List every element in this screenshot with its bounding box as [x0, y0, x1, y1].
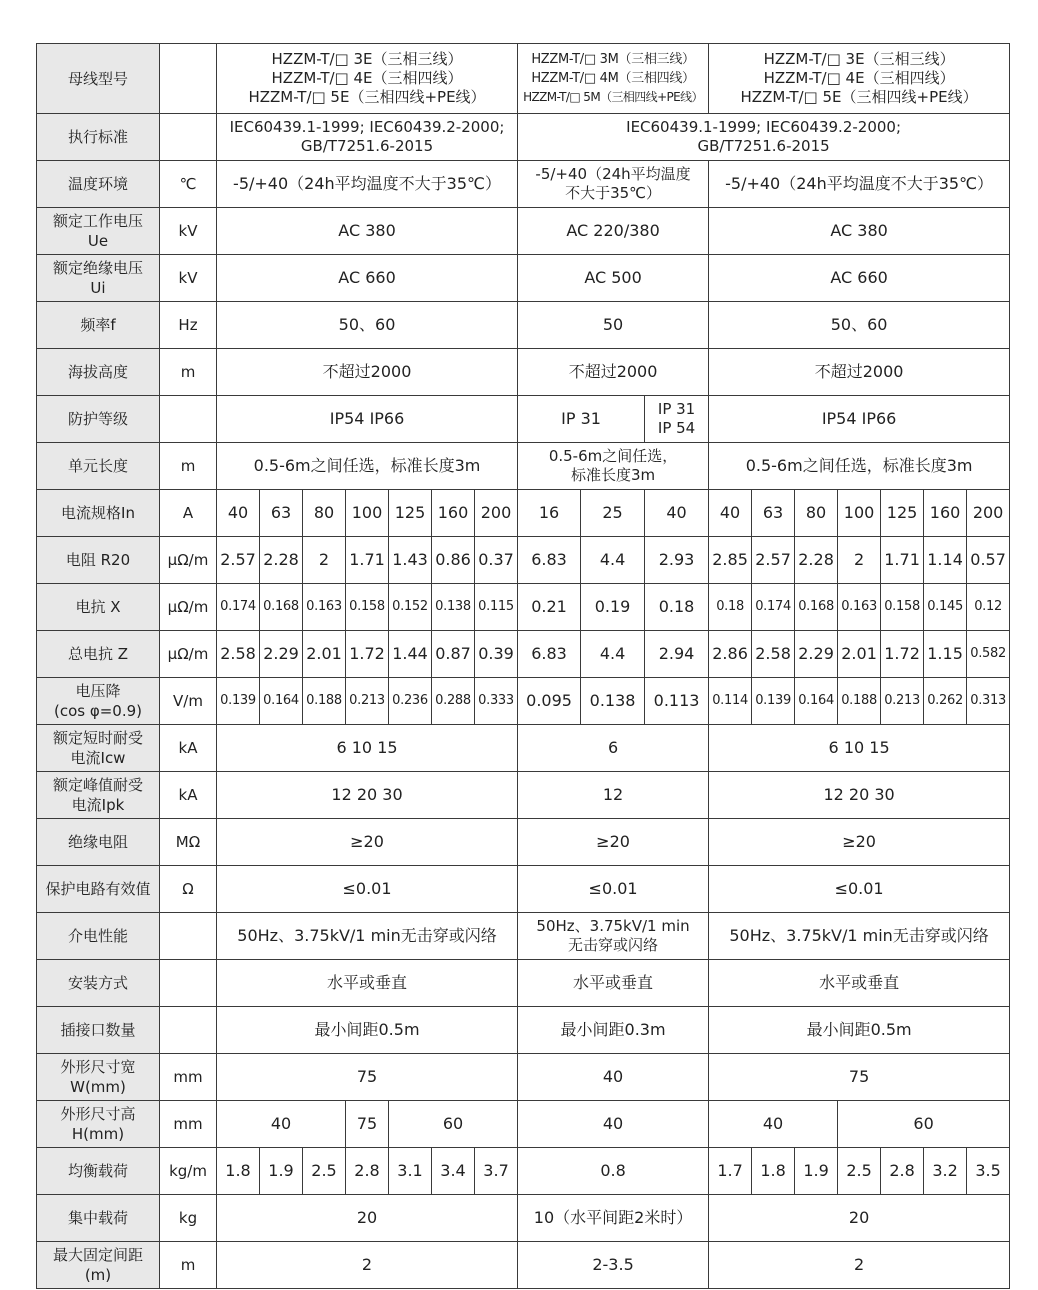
altitude-group-3: 不超过2000	[709, 349, 1010, 396]
unit-length-group-2: 0.5-6m之间任选， 标准长度3m	[518, 443, 709, 490]
protective-circuit-group-2: ≤0.01	[518, 866, 709, 913]
unit-cell: mm	[160, 1101, 217, 1148]
max-fixing-spacing-group-2: 2-3.5	[518, 1242, 709, 1289]
height-group-2: 40	[518, 1101, 709, 1148]
value-cell: 0.87	[432, 631, 475, 678]
row-insulation-resistance	[37, 819, 1010, 866]
value-cell: 0.213	[881, 678, 924, 725]
value-cell: 160	[432, 490, 475, 537]
value-cell: 3.2	[924, 1148, 967, 1195]
value-cell: 3.5	[967, 1148, 1010, 1195]
unit-cell: μΩ/m	[160, 584, 217, 631]
row-model	[37, 44, 1010, 114]
value-cell: 2.57	[217, 537, 260, 584]
unit-cell: kg	[160, 1195, 217, 1242]
unit-cell: kA	[160, 725, 217, 772]
width-group-3: 75	[709, 1054, 1010, 1101]
value-cell: 0.18	[709, 584, 752, 631]
row-label: 介电性能	[37, 913, 160, 960]
frequency-group-1: 50、60	[217, 302, 518, 349]
value-cell: 2.01	[838, 631, 881, 678]
value-cell: 80	[795, 490, 838, 537]
value-cell: 0.138	[432, 584, 475, 631]
row-label: 电流规格In	[37, 490, 160, 537]
installation-group-3: 水平或垂直	[709, 960, 1010, 1007]
unit-cell: Ω	[160, 866, 217, 913]
unit-cell: A	[160, 490, 217, 537]
value-cell: 0.115	[475, 584, 518, 631]
value-cell: 0.138	[581, 678, 645, 725]
value-cell: 2.94	[645, 631, 709, 678]
row-label: 单元长度	[37, 443, 160, 490]
rated-voltage-group-2: AC 220/380	[518, 208, 709, 255]
row-short-time-current	[37, 725, 1010, 772]
value-cell: 2.85	[709, 537, 752, 584]
value-cell: 2	[303, 537, 346, 584]
row-label: 外形尺寸宽 W(mm)	[37, 1054, 160, 1101]
frequency-group-3: 50、60	[709, 302, 1010, 349]
value-cell: 200	[967, 490, 1010, 537]
value-cell: 2.93	[645, 537, 709, 584]
row-unit-length	[37, 443, 1010, 490]
value-cell: 2.58	[217, 631, 260, 678]
insulation-resistance-group-3: ≥20	[709, 819, 1010, 866]
width-group-1: 75	[217, 1054, 518, 1101]
insulation-resistance-group-2: ≥20	[518, 819, 709, 866]
model-group-2: HZZM-T/□ 3M（三相三线） HZZM-T/□ 4M（三相四线） HZZM-T/□ 5M（三相四线+PE线）	[518, 44, 709, 114]
value-cell: 1.44	[389, 631, 432, 678]
value-cell: 0.168	[260, 584, 303, 631]
model-group-3: HZZM-T/□ 3E（三相三线） HZZM-T/□ 4E（三相四线） HZZM-T/□ 5E（三相四线+PE线）	[709, 44, 1010, 114]
row-label: 插接口数量	[37, 1007, 160, 1054]
value-cell: 100	[838, 490, 881, 537]
unit-cell: kV	[160, 208, 217, 255]
short-time-current-group-3: 6 10 15	[709, 725, 1010, 772]
value-cell: 0.158	[881, 584, 924, 631]
unit-cell	[160, 960, 217, 1007]
temperature-group-1: -5/+40（24h平均温度不大于35℃）	[217, 161, 518, 208]
width-group-2: 40	[518, 1054, 709, 1101]
protective-circuit-group-3: ≤0.01	[709, 866, 1010, 913]
busway-spec-table	[36, 43, 1010, 1289]
row-max-fixing-spacing	[37, 1242, 1010, 1289]
plug-outlets-group-2: 最小间距0.3m	[518, 1007, 709, 1054]
row-label: 均衡载荷	[37, 1148, 160, 1195]
unit-cell: ℃	[160, 161, 217, 208]
value-cell: 40	[645, 490, 709, 537]
row-label: 额定绝缘电压 Ui	[37, 255, 160, 302]
value-cell: 1.71	[881, 537, 924, 584]
protection-group-3: IP54 IP66	[709, 396, 1010, 443]
value-cell: 25	[581, 490, 645, 537]
row-distributed-load	[37, 1148, 1010, 1195]
max-fixing-spacing-group-3: 2	[709, 1242, 1010, 1289]
unit-length-group-3: 0.5-6m之间任选，标准长度3m	[709, 443, 1010, 490]
value-cell: 0.12	[967, 584, 1010, 631]
insulation-voltage-group-3: AC 660	[709, 255, 1010, 302]
unit-cell: μΩ/m	[160, 537, 217, 584]
value-cell: 0.145	[924, 584, 967, 631]
row-protection	[37, 396, 1010, 443]
altitude-group-2: 不超过2000	[518, 349, 709, 396]
row-label: 执行标准	[37, 114, 160, 161]
value-cell: 6.83	[518, 631, 581, 678]
value-cell: 125	[881, 490, 924, 537]
value-cell: 160	[924, 490, 967, 537]
row-reactance	[37, 584, 1010, 631]
insulation-voltage-group-1: AC 660	[217, 255, 518, 302]
value-cell: 1.72	[346, 631, 389, 678]
row-label: 绝缘电阻	[37, 819, 160, 866]
value-cell: 0.163	[838, 584, 881, 631]
value-cell: 2.8	[346, 1148, 389, 1195]
unit-cell	[160, 1007, 217, 1054]
protection-group-2b: IP 31 IP 54	[645, 396, 709, 443]
value-cell: 2.86	[709, 631, 752, 678]
value-cell: 0.168	[795, 584, 838, 631]
value-cell: 0.174	[752, 584, 795, 631]
value-cell: 0.152	[389, 584, 432, 631]
row-width	[37, 1054, 1010, 1101]
row-label: 温度环境	[37, 161, 160, 208]
row-label: 额定短时耐受 电流Icw	[37, 725, 160, 772]
row-installation	[37, 960, 1010, 1007]
unit-cell: m	[160, 443, 217, 490]
altitude-group-1: 不超过2000	[217, 349, 518, 396]
row-insulation-voltage	[37, 255, 1010, 302]
row-frequency	[37, 302, 1010, 349]
value-cell: 1.9	[260, 1148, 303, 1195]
unit-cell: m	[160, 349, 217, 396]
row-label: 海拔高度	[37, 349, 160, 396]
value-cell: 40	[217, 490, 260, 537]
unit-cell: Hz	[160, 302, 217, 349]
row-voltage-drop	[37, 678, 1010, 725]
value-cell: 0.39	[475, 631, 518, 678]
short-time-current-group-1: 6 10 15	[217, 725, 518, 772]
value-cell: 0.582	[967, 631, 1010, 678]
row-impedance	[37, 631, 1010, 678]
value-cell: 1.72	[881, 631, 924, 678]
row-rated-voltage	[37, 208, 1010, 255]
value-cell: 3.4	[432, 1148, 475, 1195]
row-altitude	[37, 349, 1010, 396]
value-cell: 0.86	[432, 537, 475, 584]
standard-group-2-3: IEC60439.1-1999; IEC60439.2-2000; GB/T7251.6-2015	[518, 114, 1010, 161]
value-cell: 80	[303, 490, 346, 537]
value-cell: 6.83	[518, 537, 581, 584]
frequency-group-2: 50	[518, 302, 709, 349]
concentrated-load-group-1: 20	[217, 1195, 518, 1242]
unit-cell: kg/m	[160, 1148, 217, 1195]
dielectric-group-2: 50Hz、3.75kV/1 min 无击穿或闪络	[518, 913, 709, 960]
value-cell: 0.164	[260, 678, 303, 725]
row-peak-current	[37, 772, 1010, 819]
row-label: 电阻 R20	[37, 537, 160, 584]
height-group-3a: 40	[709, 1101, 838, 1148]
row-label: 额定工作电压 Ue	[37, 208, 160, 255]
value-cell: 0.313	[967, 678, 1010, 725]
row-temperature	[37, 161, 1010, 208]
value-cell: 0.21	[518, 584, 581, 631]
row-label: 额定峰值耐受 电流Ipk	[37, 772, 160, 819]
rated-voltage-group-3: AC 380	[709, 208, 1010, 255]
protection-group-1: IP54 IP66	[217, 396, 518, 443]
value-cell: 1.15	[924, 631, 967, 678]
value-cell: 2.29	[795, 631, 838, 678]
value-cell: 0.174	[217, 584, 260, 631]
value-cell: 0.114	[709, 678, 752, 725]
max-fixing-spacing-group-1: 2	[217, 1242, 518, 1289]
value-cell: 0.288	[432, 678, 475, 725]
peak-current-group-2: 12	[518, 772, 709, 819]
row-label: 安装方式	[37, 960, 160, 1007]
value-cell: 63	[260, 490, 303, 537]
value-cell: 100	[346, 490, 389, 537]
height-group-1a: 40	[217, 1101, 346, 1148]
insulation-resistance-group-1: ≥20	[217, 819, 518, 866]
unit-cell: m	[160, 1242, 217, 1289]
row-label: 电抗 X	[37, 584, 160, 631]
row-standard	[37, 114, 1010, 161]
value-cell: 1.14	[924, 537, 967, 584]
dielectric-group-1: 50Hz、3.75kV/1 min无击穿或闪络	[217, 913, 518, 960]
row-label: 外形尺寸高 H(mm)	[37, 1101, 160, 1148]
value-cell: 0.57	[967, 537, 1010, 584]
value-cell: 40	[709, 490, 752, 537]
unit-cell: mm	[160, 1054, 217, 1101]
value-cell: 0.095	[518, 678, 581, 725]
value-cell: 2.01	[303, 631, 346, 678]
value-cell: 0.139	[217, 678, 260, 725]
standard-group-1: IEC60439.1-1999; IEC60439.2-2000; GB/T7251.6-2015	[217, 114, 518, 161]
value-cell: 0.213	[346, 678, 389, 725]
unit-length-group-1: 0.5-6m之间任选，标准长度3m	[217, 443, 518, 490]
unit-cell: kV	[160, 255, 217, 302]
protection-group-2a: IP 31	[518, 396, 645, 443]
unit-cell	[160, 396, 217, 443]
peak-current-group-3: 12 20 30	[709, 772, 1010, 819]
value-cell: 2.29	[260, 631, 303, 678]
value-cell: 63	[752, 490, 795, 537]
value-cell: 1.9	[795, 1148, 838, 1195]
short-time-current-group-2: 6	[518, 725, 709, 772]
plug-outlets-group-1: 最小间距0.5m	[217, 1007, 518, 1054]
value-cell: 16	[518, 490, 581, 537]
value-cell: 3.1	[389, 1148, 432, 1195]
unit-cell: kA	[160, 772, 217, 819]
row-label: 母线型号	[37, 44, 160, 114]
value-cell: 4.4	[581, 537, 645, 584]
row-dielectric	[37, 913, 1010, 960]
row-label: 集中载荷	[37, 1195, 160, 1242]
row-label: 频率f	[37, 302, 160, 349]
value-cell: 1.8	[752, 1148, 795, 1195]
height-group-1b: 75	[346, 1101, 389, 1148]
rated-voltage-group-1: AC 380	[217, 208, 518, 255]
row-label: 防护等级	[37, 396, 160, 443]
model-group-1: HZZM-T/□ 3E（三相三线） HZZM-T/□ 4E（三相四线） HZZM-T/□ 5E（三相四线+PE线）	[217, 44, 518, 114]
row-label: 保护电路有效值	[37, 866, 160, 913]
row-protective-circuit	[37, 866, 1010, 913]
value-cell: 1.71	[346, 537, 389, 584]
temperature-group-3: -5/+40（24h平均温度不大于35℃）	[709, 161, 1010, 208]
row-plug-outlets	[37, 1007, 1010, 1054]
value-cell: 2.8	[881, 1148, 924, 1195]
unit-cell	[160, 114, 217, 161]
row-label: 电压降 (cos φ=0.9)	[37, 678, 160, 725]
value-cell: 2.57	[752, 537, 795, 584]
protective-circuit-group-1: ≤0.01	[217, 866, 518, 913]
unit-cell: V/m	[160, 678, 217, 725]
temperature-group-2: -5/+40（24h平均温度 不大于35℃）	[518, 161, 709, 208]
value-cell: 0.139	[752, 678, 795, 725]
value-cell: 0.236	[389, 678, 432, 725]
value-cell: 1.7	[709, 1148, 752, 1195]
value-cell: 2.28	[795, 537, 838, 584]
value-cell: 0.113	[645, 678, 709, 725]
distributed-load-group-2: 0.8	[518, 1148, 709, 1195]
value-cell: 3.7	[475, 1148, 518, 1195]
dielectric-group-3: 50Hz、3.75kV/1 min无击穿或闪络	[709, 913, 1010, 960]
value-cell: 0.18	[645, 584, 709, 631]
peak-current-group-1: 12 20 30	[217, 772, 518, 819]
value-cell: 1.43	[389, 537, 432, 584]
value-cell: 4.4	[581, 631, 645, 678]
row-concentrated-load	[37, 1195, 1010, 1242]
installation-group-1: 水平或垂直	[217, 960, 518, 1007]
unit-cell: MΩ	[160, 819, 217, 866]
height-group-1c: 60	[389, 1101, 518, 1148]
value-cell: 0.158	[346, 584, 389, 631]
value-cell: 2.28	[260, 537, 303, 584]
value-cell: 0.188	[838, 678, 881, 725]
plug-outlets-group-3: 最小间距0.5m	[709, 1007, 1010, 1054]
value-cell: 0.333	[475, 678, 518, 725]
value-cell: 2	[838, 537, 881, 584]
value-cell: 200	[475, 490, 518, 537]
insulation-voltage-group-2: AC 500	[518, 255, 709, 302]
value-cell: 0.164	[795, 678, 838, 725]
value-cell: 2.58	[752, 631, 795, 678]
value-cell: 2.5	[303, 1148, 346, 1195]
value-cell: 0.262	[924, 678, 967, 725]
row-resistance	[37, 537, 1010, 584]
installation-group-2: 水平或垂直	[518, 960, 709, 1007]
row-current	[37, 490, 1010, 537]
value-cell: 2.5	[838, 1148, 881, 1195]
row-label: 最大固定间距 (m)	[37, 1242, 160, 1289]
value-cell: 0.37	[475, 537, 518, 584]
height-group-3b: 60	[838, 1101, 1010, 1148]
row-label: 总电抗 Z	[37, 631, 160, 678]
unit-cell	[160, 913, 217, 960]
unit-cell: μΩ/m	[160, 631, 217, 678]
unit-cell	[160, 44, 217, 114]
value-cell: 0.163	[303, 584, 346, 631]
value-cell: 125	[389, 490, 432, 537]
row-height	[37, 1101, 1010, 1148]
value-cell: 0.188	[303, 678, 346, 725]
value-cell: 0.19	[581, 584, 645, 631]
concentrated-load-group-2: 10（水平间距2米时）	[518, 1195, 709, 1242]
value-cell: 1.8	[217, 1148, 260, 1195]
concentrated-load-group-3: 20	[709, 1195, 1010, 1242]
